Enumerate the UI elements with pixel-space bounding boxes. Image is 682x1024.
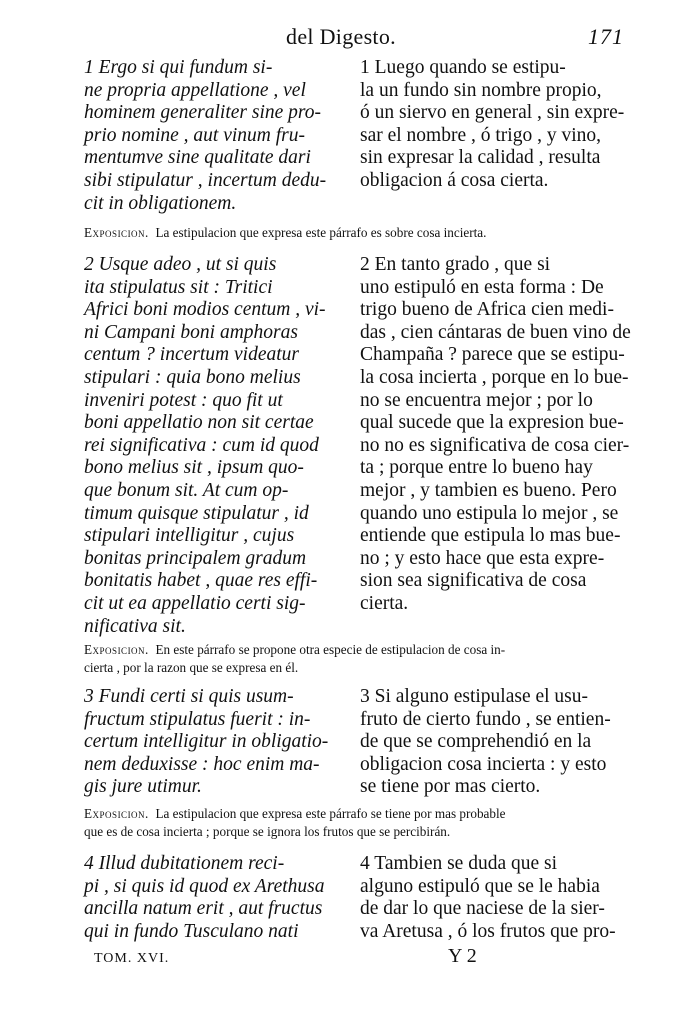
latin-line: boni appellatio non sit certae xyxy=(84,412,314,434)
latin-line: ancilla natum erit , aut fructus xyxy=(84,898,323,920)
paragraph-4 xyxy=(84,853,624,943)
page-header xyxy=(0,24,682,54)
spanish-column xyxy=(360,853,624,943)
paragraph-2 xyxy=(84,254,631,638)
spanish-line: obligacion á cosa cierta. xyxy=(360,169,549,191)
spanish-line: Champaña ? parece que se estipu- xyxy=(360,344,625,366)
exposicion-label: Exposicion. xyxy=(84,642,149,657)
latin-line: gis jure utimur. xyxy=(84,776,202,798)
latin-column xyxy=(84,853,352,943)
spanish-line: obligacion cosa incierta : y esto xyxy=(360,753,607,775)
spanish-line: se tiene por mas cierto. xyxy=(360,776,541,798)
spanish-line: ó un siervo en general , sin expre- xyxy=(360,102,625,124)
latin-line: que bonum sit. At cum op- xyxy=(84,479,289,501)
latin-column xyxy=(84,686,352,799)
spanish-column xyxy=(360,686,624,799)
signature-mark: Y 2 xyxy=(448,945,477,967)
spanish-column xyxy=(360,254,631,638)
latin-line: hominem generaliter sine pro- xyxy=(84,102,322,124)
spanish-line: 4 Tambien se duda que si xyxy=(360,853,558,874)
spanish-line: mejor , y tambien es bueno. Pero xyxy=(360,479,617,501)
spanish-column xyxy=(360,57,624,215)
latin-line: nificativa sit. xyxy=(84,615,186,637)
exposicion-text: La estipulacion que expresa este párrafo se tiene por mas probable xyxy=(155,806,506,821)
spanish-line: no se encuentra mejor ; por lo xyxy=(360,389,593,411)
latin-column xyxy=(84,254,352,638)
latin-line: timum quisque stipulatur , id xyxy=(84,502,309,524)
paragraph-3 xyxy=(84,686,624,799)
exposicion-text: La estipulacion que expresa este párrafo es sobre cosa incierta. xyxy=(155,225,487,240)
latin-line: Africi boni modios centum , vi- xyxy=(84,299,326,321)
latin-line: ita stipulatus sit : Tritici xyxy=(84,276,273,298)
spanish-line: cierta. xyxy=(360,592,409,614)
spanish-line: ta ; porque entre lo bueno hay xyxy=(360,457,593,479)
latin-line: 4 Illud dubitationem reci- xyxy=(84,853,285,874)
spanish-line: va Aretusa , ó los frutos que pro- xyxy=(360,920,616,942)
latin-line: certum intelligitur in obligatio- xyxy=(84,731,329,753)
spanish-line: sar el nombre , ó trigo , y vino, xyxy=(360,124,601,146)
spanish-line: uno estipuló en esta forma : De xyxy=(360,276,604,298)
exposicion-text: que es de cosa incierta ; porque se ignora los frutos que se percibirán. xyxy=(84,824,451,839)
spanish-line: quando uno estipula lo mejor , se xyxy=(360,502,619,524)
spanish-line: 2 En tanto grado , que si xyxy=(360,254,551,275)
latin-column xyxy=(84,57,352,215)
spanish-line: 3 Si alguno estipulase el usu- xyxy=(360,686,589,707)
exposicion-text: cierta , por la razon que se expresa en él. xyxy=(84,660,299,675)
latin-line: cit in obligationem. xyxy=(84,192,237,214)
latin-line: stipulari intelligitur , cujus xyxy=(84,525,295,547)
spanish-line: de dar lo que naciese de la sier- xyxy=(360,898,605,920)
exposicion-text: En este párrafo se propone otra especie de estipulacion de cosa in- xyxy=(155,642,506,657)
latin-line: inveniri potest : quo fit ut xyxy=(84,389,283,411)
exposicion-2 xyxy=(84,641,624,677)
spanish-line: no no es significativa de cosa cier- xyxy=(360,434,630,456)
latin-line: nem deduxisse : hoc enim ma- xyxy=(84,753,320,775)
spanish-line: no ; y esto hace que esta expre- xyxy=(360,547,605,569)
spanish-line: la cosa incierta , porque en lo bue- xyxy=(360,366,629,388)
latin-line: bono melius sit , ipsum quo- xyxy=(84,457,304,479)
running-title: del Digesto. xyxy=(286,24,396,49)
latin-line: fructum stipulatus fuerit : in- xyxy=(84,708,311,730)
spanish-line: trigo bueno de Africa cien medi- xyxy=(360,299,614,321)
latin-line: 2 Usque adeo , ut si quis xyxy=(84,254,277,275)
latin-line: 1 Ergo si qui fundum si- xyxy=(84,57,273,78)
latin-line: cit ut ea appellatio certi sig- xyxy=(84,592,306,614)
spanish-line: das , cien cántaras de buen vino de xyxy=(360,321,631,343)
latin-line: ne propria appellatione , vel xyxy=(84,79,306,101)
latin-line: ni Campani boni amphoras xyxy=(84,321,298,343)
paragraph-1 xyxy=(84,57,624,215)
latin-line: pi , si quis id quod ex Arethusa xyxy=(84,875,325,897)
latin-line: qui in fundo Tusculano nati xyxy=(84,920,299,942)
spanish-line: entiende que estipula lo mas bue- xyxy=(360,525,621,547)
latin-line: bonitas principalem gradum xyxy=(84,547,307,569)
latin-line: sibi stipulatur , incertum dedu- xyxy=(84,169,327,191)
latin-line: mentumve sine qualitate dari xyxy=(84,147,311,169)
latin-line: 3 Fundi certi si quis usum- xyxy=(84,686,294,707)
spanish-line: qual sucede que la expresion bue- xyxy=(360,412,624,434)
latin-line: stipulari : quia bono melius xyxy=(84,366,301,388)
spanish-line: alguno estipuló que se le habia xyxy=(360,875,600,897)
exposicion-label: Exposicion. xyxy=(84,806,149,821)
latin-line: centum ? incertum videatur xyxy=(84,344,299,366)
spanish-line: fruto de cierto fundo , se entien- xyxy=(360,708,611,730)
spanish-line: de que se comprehendió en la xyxy=(360,731,592,753)
page-footer xyxy=(0,945,682,975)
volume-label: TOM. XVI. xyxy=(94,951,170,966)
latin-line: rei significativa : cum id quod xyxy=(84,434,319,456)
spanish-line: la un fundo sin nombre propio, xyxy=(360,79,602,101)
exposicion-label: Exposicion. xyxy=(84,225,149,240)
spanish-line: sion sea significativa de cosa xyxy=(360,570,587,592)
exposicion-1 xyxy=(84,224,624,242)
exposicion-3 xyxy=(84,805,624,841)
latin-line: prio nomine , aut vinum fru- xyxy=(84,124,305,146)
latin-line: bonitatis habet , quae res effi- xyxy=(84,570,318,592)
page-number: 171 xyxy=(588,24,624,49)
spanish-line: sin expresar la calidad , resulta xyxy=(360,147,601,169)
spanish-line: 1 Luego quando se estipu- xyxy=(360,57,566,78)
